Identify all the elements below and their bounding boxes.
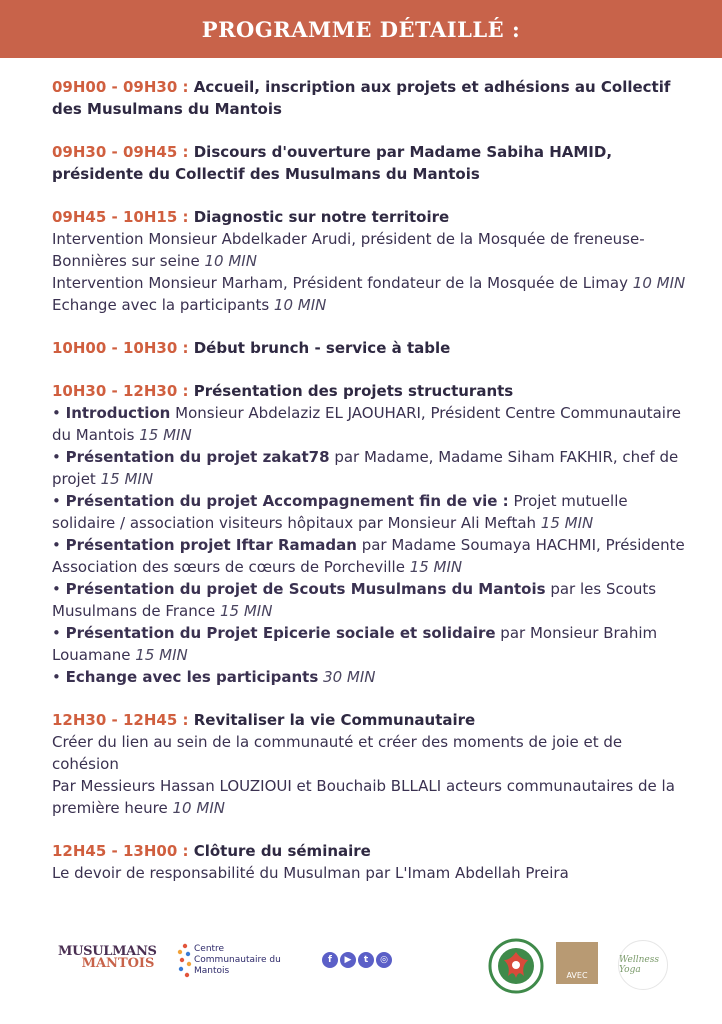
section-title: Revitaliser la vie Communautaire bbox=[188, 711, 476, 729]
line-text: Echange avec la participants bbox=[52, 296, 274, 314]
centre-logo-mark-icon bbox=[176, 942, 194, 980]
musulmans-mantois-logo bbox=[58, 944, 156, 971]
bullet-text: Projet mutuelle solidaire / association visiteurs hôpitaux par Monsieur Ali Meftah bbox=[52, 492, 628, 532]
section-title: Présentation des projets structurants bbox=[188, 382, 514, 400]
bullet-duration: 15 MIN bbox=[409, 558, 463, 576]
bullet-item: • Introduction Monsieur Abdelaziz EL JAOUHARI, Président Centre Communautaire du Mantois 15 MIN bbox=[52, 404, 682, 444]
bullet-duration: 15 MIN bbox=[135, 646, 188, 664]
musulmans-logo-line2: MANTOIS bbox=[81, 956, 155, 971]
section-title: Clôture du séminaire bbox=[188, 842, 371, 860]
line-duration: 10 MIN bbox=[204, 252, 257, 270]
bullet-strong: Echange avec les participants bbox=[65, 668, 319, 686]
section-heading bbox=[52, 840, 692, 862]
section-heading bbox=[52, 206, 692, 228]
bullet-item: • Echange avec les participants 30 MIN bbox=[52, 668, 376, 686]
programme-section bbox=[52, 380, 692, 688]
avec-logo-text: AVEC bbox=[566, 971, 588, 980]
section-time: 12H30 - 12H45 : bbox=[52, 711, 189, 729]
bullet-item: • Présentation du projet de Scouts Musulmans du Mantois par les Scouts Musulmans de France 15 MIN bbox=[52, 580, 657, 620]
social-icons bbox=[322, 952, 392, 968]
line-text: Intervention Monsieur Abdelkader Arudi, président de la Mosquée de freneuse-Bonnières sur seine bbox=[52, 230, 645, 270]
bullet-text: par Madame Soumaya HACHMI, Présidente Association des sœurs de cœurs de Porcheville bbox=[52, 536, 685, 576]
section-heading bbox=[52, 141, 692, 185]
section-heading bbox=[52, 76, 692, 120]
musulmans-logo-line1: MUSULMANS bbox=[58, 944, 157, 959]
bullet-strong: Présentation du projet zakat78 bbox=[65, 448, 330, 466]
section-line bbox=[52, 272, 692, 294]
facebook-icon[interactable]: f bbox=[322, 952, 338, 968]
bullet-item: • Présentation du projet Accompagnement fin de vie : Projet mutuelle solidaire / association visiteurs hôpitaux par Monsieur Ali Meftah 15 MIN bbox=[52, 492, 628, 532]
instagram-icon[interactable]: ◎ bbox=[376, 952, 392, 968]
centre-logo-text: Centre Communautaire du Mantois bbox=[194, 944, 281, 976]
programme-section bbox=[52, 76, 692, 120]
section-line bbox=[52, 294, 692, 316]
section-heading bbox=[52, 337, 692, 359]
youtube-icon[interactable]: ▶ bbox=[340, 952, 356, 968]
bullet-duration: 15 MIN bbox=[100, 470, 154, 488]
line-text: Par Messieurs Hassan LOUZIOUI et Bouchaib BLLALI acteurs communautaires de la première heure bbox=[52, 777, 675, 817]
section-time: 09H45 - 10H15 : bbox=[52, 208, 189, 226]
line-text: Intervention Monsieur Marham, Président fondateur de la Mosquée de Limay bbox=[52, 274, 633, 292]
bullet-strong: Présentation du projet Accompagnement fin de vie : bbox=[65, 492, 509, 510]
centre-communautaire-logo bbox=[176, 938, 296, 990]
programme-section bbox=[52, 840, 692, 884]
programme-section bbox=[52, 709, 692, 819]
section-line bbox=[52, 731, 692, 775]
bullet-item: • Présentation projet Iftar Ramadan par Madame Soumaya HACHMI, Présidente Association des sœurs de cœurs de Porcheville 15 MIN bbox=[52, 536, 685, 576]
bullet-text: Monsieur Abdelaziz EL JAOUHARI, Président Centre Communautaire du Mantois bbox=[52, 404, 682, 444]
section-title: Diagnostic sur notre territoire bbox=[188, 208, 450, 226]
bullet-strong: Présentation projet Iftar Ramadan bbox=[65, 536, 357, 554]
line-duration: 10 MIN bbox=[632, 274, 686, 292]
section-title: Accueil, inscription aux projets et adhésions au Collectif des Musulmans du Mantois bbox=[52, 78, 671, 118]
section-title: Discours d'ouverture par Madame Sabiha HAMID, présidente du Collectif des Musulmans du Mantois bbox=[52, 143, 613, 183]
section-title: Début brunch - service à table bbox=[188, 339, 451, 357]
page-title: PROGRAMME DÉTAILLÉ : bbox=[201, 16, 521, 42]
scouts-musulmans-logo bbox=[488, 938, 544, 994]
section-line bbox=[52, 775, 692, 819]
section-time: 12H45 - 13H00 : bbox=[52, 842, 189, 860]
line-duration: 10 MIN bbox=[273, 296, 327, 314]
header-banner bbox=[0, 0, 722, 58]
section-time: 09H30 - 09H45 : bbox=[52, 143, 189, 161]
bullet-duration: 15 MIN bbox=[139, 426, 192, 444]
programme-section bbox=[52, 206, 692, 316]
bullet-text: par Madame, Madame Siham FAKHIR, chef de projet bbox=[52, 448, 679, 488]
footer-logos bbox=[0, 930, 722, 1000]
bullet-duration: 30 MIN bbox=[323, 668, 376, 686]
bullet-strong: Introduction bbox=[65, 404, 171, 422]
section-time: 10H00 - 10H30 : bbox=[52, 339, 189, 357]
programme-list bbox=[52, 76, 692, 905]
avec-logo bbox=[556, 942, 598, 984]
yoga-logo bbox=[618, 940, 668, 990]
bullet-item: • Présentation du Projet Epicerie sociale et solidaire par Monsieur Brahim Louamane 15 MIN bbox=[52, 624, 658, 664]
twitter-icon[interactable]: t bbox=[358, 952, 374, 968]
bullet-duration: 15 MIN bbox=[220, 602, 273, 620]
bullet-item: • Présentation du projet zakat78 par Madame, Madame Siham FAKHIR, chef de projet 15 MIN bbox=[52, 448, 679, 488]
yoga-logo-text: Wellness Yoga bbox=[619, 955, 659, 975]
section-line bbox=[52, 862, 692, 884]
bullet-text: par les Scouts Musulmans de France bbox=[52, 580, 657, 620]
section-time: 09H00 - 09H30 : bbox=[52, 78, 189, 96]
line-duration: 10 MIN bbox=[172, 799, 225, 817]
section-heading bbox=[52, 709, 692, 731]
bullet-duration: 15 MIN bbox=[540, 514, 594, 532]
section-line bbox=[52, 228, 692, 272]
programme-section bbox=[52, 337, 692, 359]
section-heading bbox=[52, 380, 692, 402]
section-time: 10H30 - 12H30 : bbox=[52, 382, 189, 400]
line-text: Créer du lien au sein de la communauté et créer des moments de joie et de cohésion bbox=[52, 733, 623, 773]
line-text: Le devoir de responsabilité du Musulman par L'Imam Abdellah Preira bbox=[52, 864, 569, 882]
bullet-text: par Monsieur Brahim Louamane bbox=[52, 624, 658, 664]
bullet-strong: Présentation du Projet Epicerie sociale et solidaire bbox=[65, 624, 496, 642]
programme-section bbox=[52, 141, 692, 185]
bullet-strong: Présentation du projet de Scouts Musulmans du Mantois bbox=[65, 580, 546, 598]
